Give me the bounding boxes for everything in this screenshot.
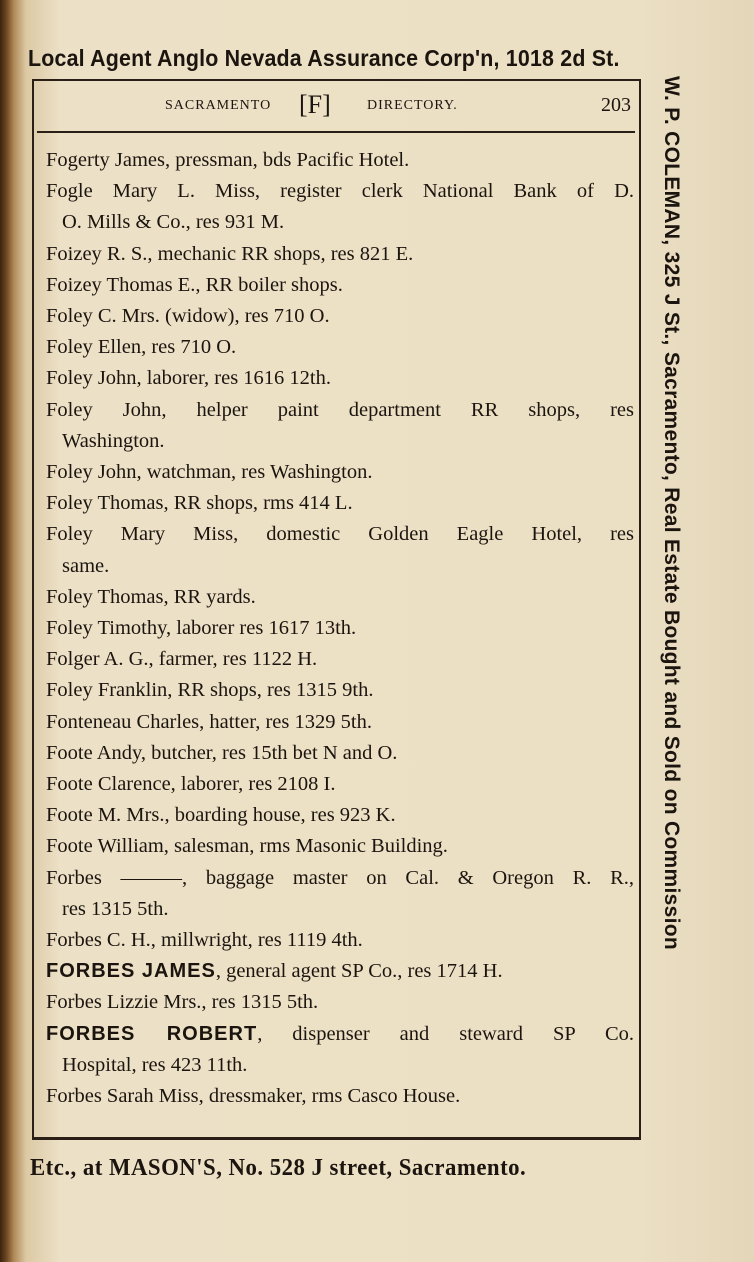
directory-entry <box>46 1019 634 1081</box>
entry-line: Foizey R. S., mechanic RR shops, res 821 E. <box>46 242 414 265</box>
directory-entry <box>46 707 634 738</box>
directory-entry <box>46 582 634 613</box>
entry-text: , dispenser and steward SP Co. <box>257 1022 634 1045</box>
directory-entry <box>46 675 634 706</box>
entry-bold-name: FORBES ROBERT <box>46 1022 258 1045</box>
entry-line: Forbes C. H., millwright, res 1119 4th. <box>46 929 363 952</box>
running-head-city: SACRAMENTO <box>165 98 272 113</box>
entry-line: Foley John, helper paint department RR shops, res <box>46 398 634 421</box>
entry-line: Fonteneau Charles, hatter, res 1329 5th. <box>46 710 372 733</box>
entry-line <box>46 956 634 987</box>
directory-entry <box>46 769 634 800</box>
directory-entry <box>46 301 634 332</box>
entry-text: , general agent SP Co., res 1714 H. <box>215 960 503 983</box>
header-advertisement: Local Agent Anglo Nevada Assurance Corp'n, 1018 2d St. <box>28 45 620 71</box>
directory-entry <box>46 831 634 862</box>
entry-line: Foley John, laborer, res 1616 12th. <box>46 367 331 390</box>
side-advertisement-text: W. P. COLEMAN, 325 J St., Sacramento, Real Estate Bought and Sold on Commission <box>660 76 683 950</box>
entry-line: Foley Franklin, RR shops, res 1315 9th. <box>46 679 374 702</box>
entry-continuation-line: same. <box>62 554 110 577</box>
directory-entry <box>46 1081 634 1112</box>
running-head-letter: [F] <box>299 90 331 119</box>
entry-line: Foote Andy, butcher, res 15th bet N and O. <box>46 741 398 764</box>
entry-line: Foizey Thomas E., RR boiler shops. <box>46 273 343 296</box>
entry-line: Foote William, salesman, rms Masonic Building. <box>46 835 448 858</box>
directory-entry <box>46 176 634 238</box>
entry-continuation-line: O. Mills & Co., res 931 M. <box>62 211 285 234</box>
directory-entry <box>46 925 634 956</box>
directory-entry <box>46 363 634 394</box>
entry-line: Foley Ellen, res 710 O. <box>46 336 237 359</box>
running-head <box>37 88 635 128</box>
entry-line: Forbes ———, baggage master on Cal. & Oregon R. R., <box>46 866 634 889</box>
directory-entry <box>46 519 634 581</box>
entry-line: Foley C. Mrs. (widow), res 710 O. <box>46 305 330 328</box>
directory-entry <box>46 738 634 769</box>
entry-line: Foley Thomas, RR yards. <box>46 585 256 608</box>
header-rule <box>37 131 635 133</box>
directory-entry <box>46 332 634 363</box>
directory-entry <box>46 239 634 270</box>
directory-entries <box>46 145 634 1112</box>
directory-entry <box>46 863 634 925</box>
entry-line: Forbes Sarah Miss, dressmaker, rms Casco House. <box>46 1085 461 1108</box>
directory-entry <box>46 145 634 176</box>
entry-line <box>46 1019 634 1050</box>
directory-entry <box>46 800 634 831</box>
directory-entry <box>46 488 634 519</box>
directory-entry <box>46 395 634 457</box>
entry-line: Forbes Lizzie Mrs., res 1315 5th. <box>46 991 319 1014</box>
entry-line: Foley Mary Miss, domestic Golden Eagle Hotel, res <box>46 523 634 546</box>
directory-entry <box>46 270 634 301</box>
entry-line: Foley John, watchman, res Washington. <box>46 461 373 484</box>
entry-line: Folger A. G., farmer, res 1122 H. <box>46 648 318 671</box>
running-head-section: DIRECTORY. <box>367 98 458 113</box>
entry-continuation-line: res 1315 5th. <box>62 897 169 920</box>
entry-line: Foley Thomas, RR shops, rms 414 L. <box>46 492 353 515</box>
entry-line: Foote Clarence, laborer, res 2108 I. <box>46 773 336 796</box>
side-advertisement <box>651 76 691 1146</box>
directory-entry <box>46 613 634 644</box>
directory-entry <box>46 956 634 987</box>
directory-entry <box>46 987 634 1018</box>
entry-continuation-line: Washington. <box>62 429 165 452</box>
footer-advertisement: Etc., at MASON'S, No. 528 J street, Sacramento. <box>30 1155 527 1181</box>
entry-line: Foley Timothy, laborer res 1617 13th. <box>46 617 357 640</box>
entry-bold-name: FORBES JAMES <box>46 960 216 983</box>
page-number: 203 <box>601 94 631 116</box>
entry-line: Foote M. Mrs., boarding house, res 923 K. <box>46 804 396 827</box>
entry-continuation-line: Hospital, res 423 11th. <box>62 1053 248 1076</box>
entry-line: Fogle Mary L. Miss, register clerk National Bank of D. <box>46 180 634 203</box>
entry-line: Fogerty James, pressman, bds Pacific Hotel. <box>46 149 410 171</box>
directory-entry <box>46 644 634 675</box>
directory-entry <box>46 457 634 488</box>
